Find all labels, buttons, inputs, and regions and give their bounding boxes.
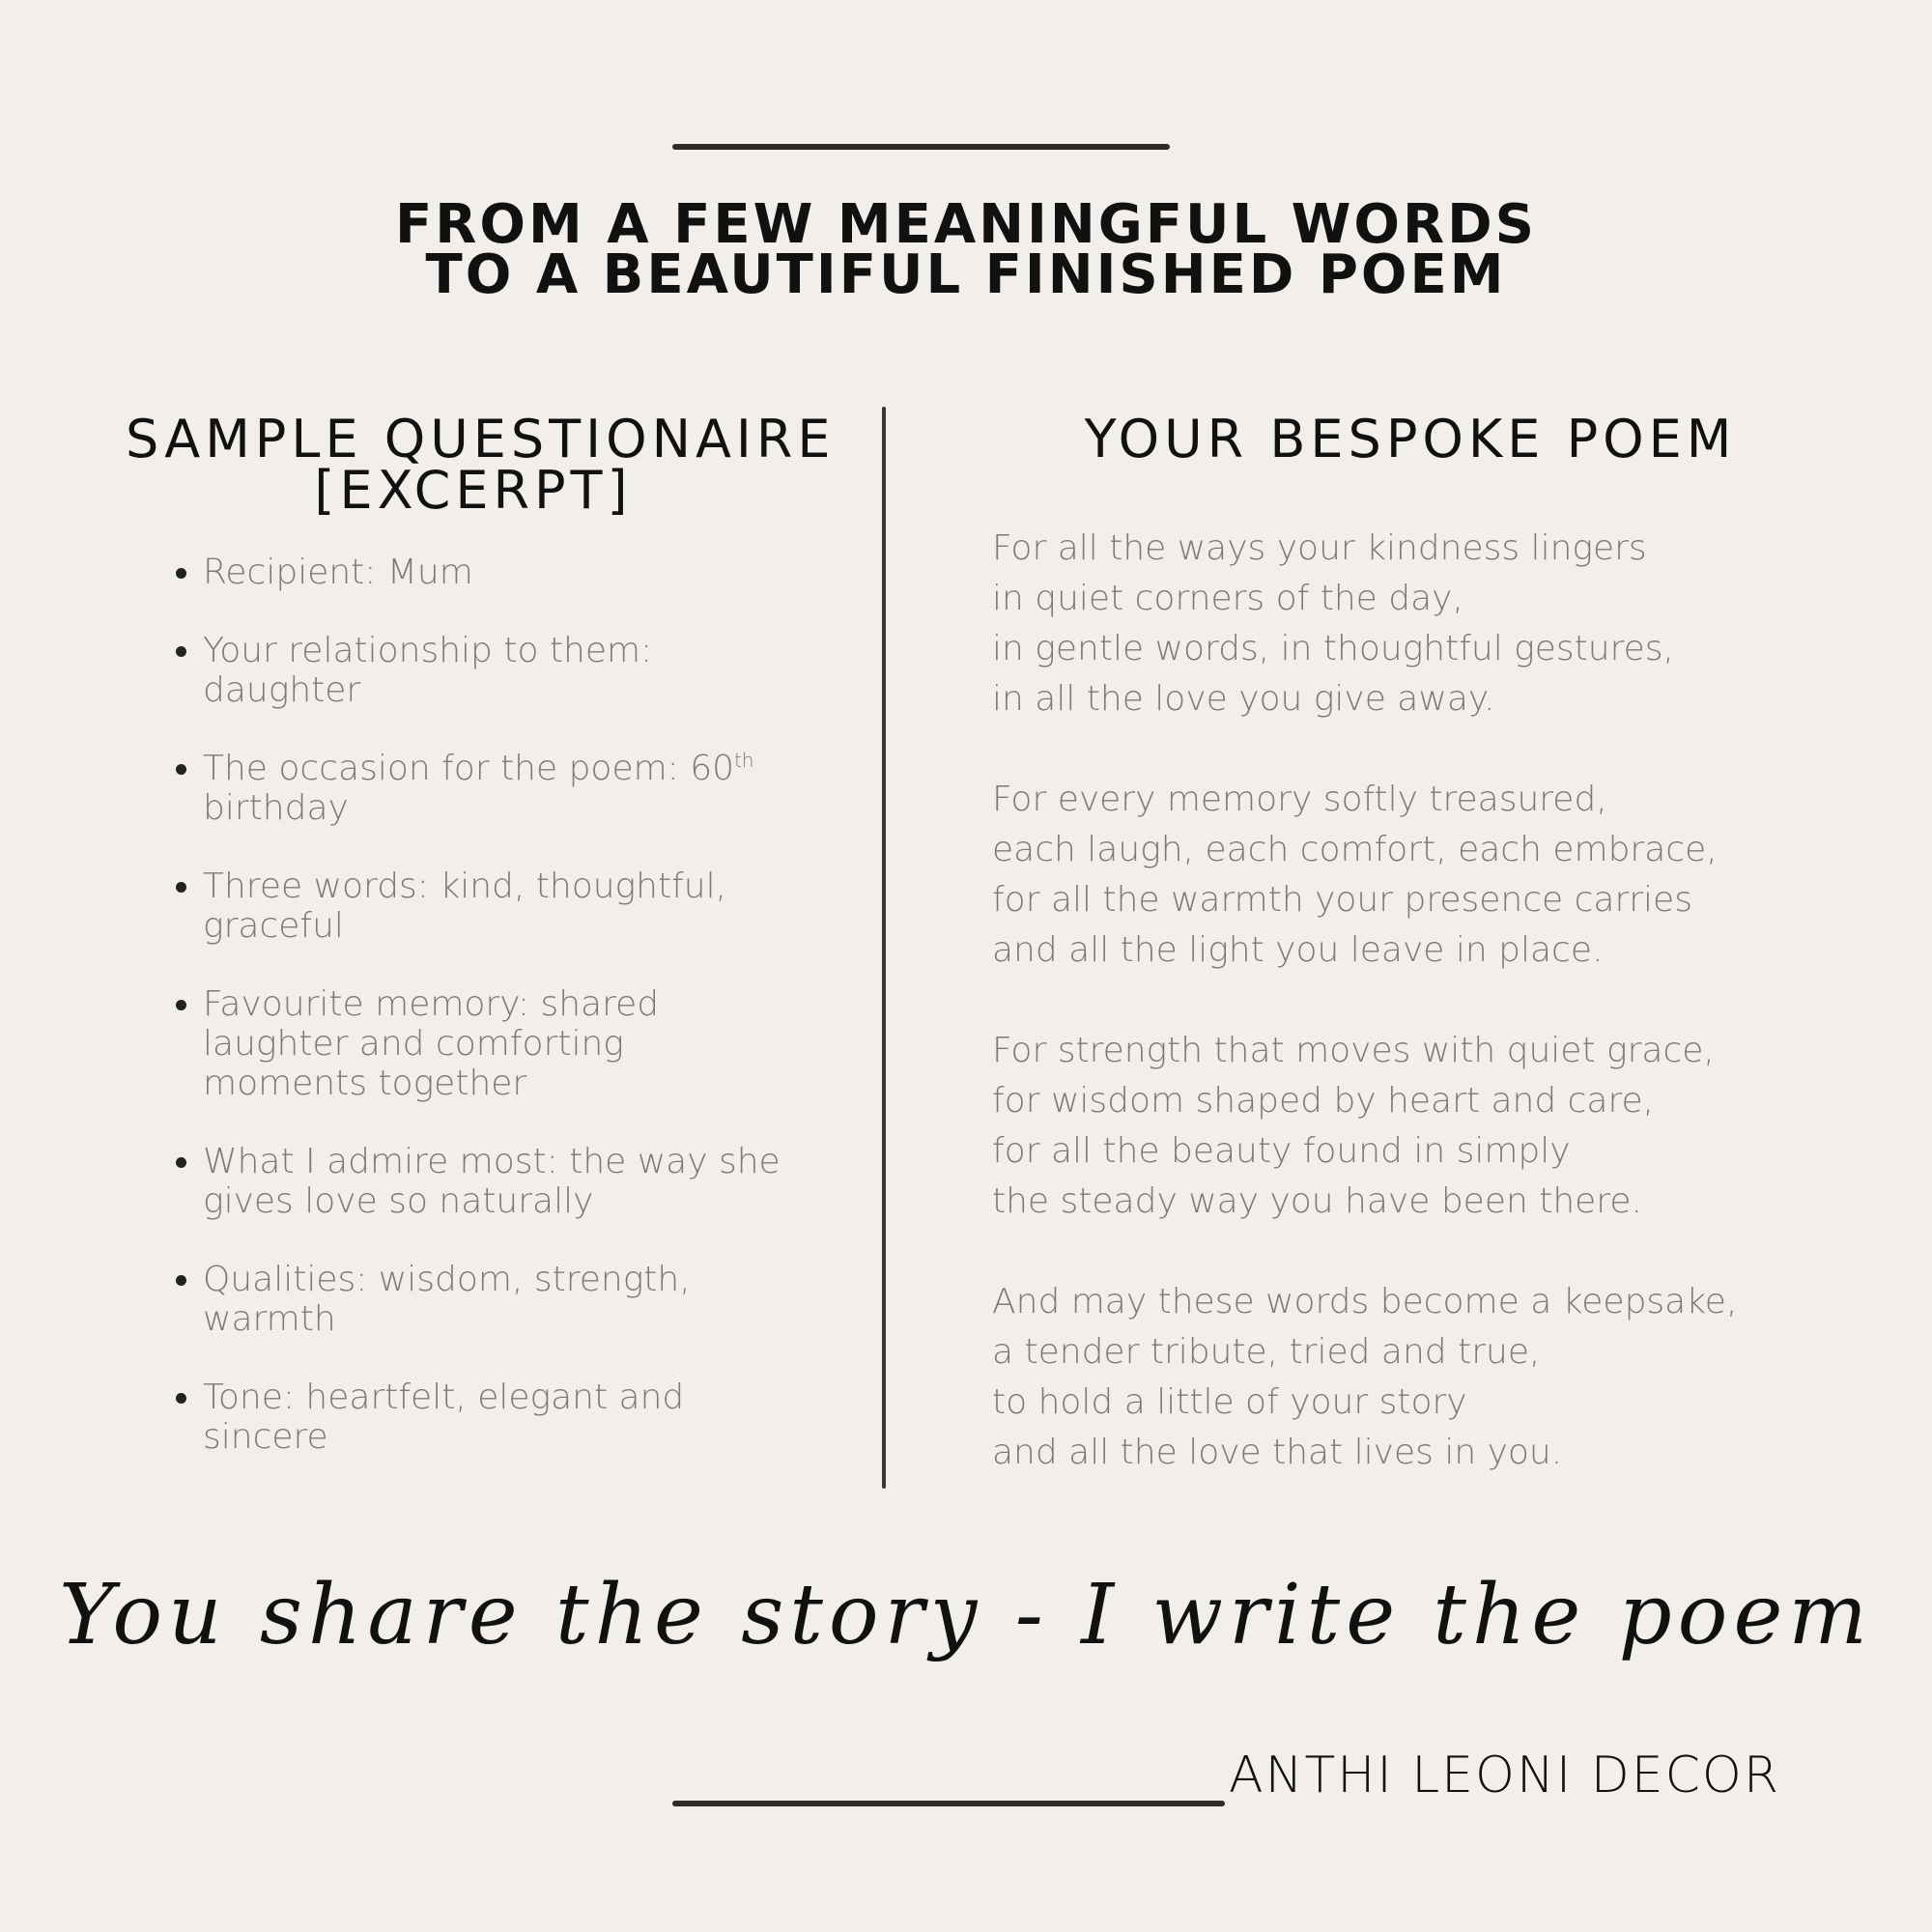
poem-line: For every memory softly treasured, <box>992 780 1607 819</box>
list-item-text: Favourite memory: shared laughter and comforting moments together <box>203 984 660 1103</box>
list-item-text: Recipient: Mum <box>203 553 473 592</box>
list-item-text: Qualities: wisdom, strength, warmth <box>203 1260 691 1339</box>
questionnaire-list <box>172 553 810 1495</box>
poem-stanza <box>992 775 1861 976</box>
poem-line: and all the light you leave in place. <box>992 930 1604 970</box>
list-item <box>172 553 810 592</box>
bullet-icon <box>176 568 186 579</box>
list-item <box>172 631 810 710</box>
list-item <box>172 867 810 946</box>
poem-line: each laugh, each comfort, each embrace, <box>992 830 1718 869</box>
occasion-text-continued: birthday <box>203 788 349 828</box>
bullet-icon <box>176 1275 186 1286</box>
bullet-icon <box>176 1393 186 1404</box>
list-item <box>172 1378 810 1457</box>
bullet-icon <box>176 646 186 657</box>
poem-stanza <box>992 1026 1861 1227</box>
list-item <box>172 984 810 1103</box>
bullet-icon <box>176 1157 186 1168</box>
questionnaire-subtitle: [EXCERPT] <box>314 460 633 521</box>
tagline: You share the story - I write the poem <box>59 1567 1873 1663</box>
list-item <box>172 749 810 828</box>
poem-stanza <box>992 1277 1861 1478</box>
bullet-icon <box>176 1000 186 1010</box>
poem-line: For strength that moves with quiet grace, <box>992 1031 1715 1070</box>
poem-line: And may these words become a keepsake, <box>992 1282 1738 1321</box>
poem-stanza <box>992 524 1861 724</box>
list-item-text: Your relationship to them: daughter <box>203 631 653 710</box>
poem-body <box>992 524 1861 1528</box>
poem-line: and all the love that lives in you. <box>992 1433 1563 1472</box>
bullet-icon <box>176 882 186 893</box>
main-heading-line-1: FROM A FEW MEANINGFUL WORDS <box>395 193 1537 256</box>
list-item-text: Tone: heartfelt, elegant and sincere <box>203 1378 685 1457</box>
ordinal-suffix: th <box>734 749 754 772</box>
occasion-text: The occasion for the poem: 60 <box>203 749 735 788</box>
list-item <box>172 1142 810 1221</box>
list-item <box>172 1260 810 1339</box>
poem-line: for all the beauty found in simply <box>992 1131 1571 1171</box>
poem-line: For all the ways your kindness lingers <box>992 528 1647 568</box>
bottom-divider-line <box>672 1801 1225 1806</box>
list-item-text <box>203 749 810 828</box>
list-item-text: What I admire most: the way she gives love so naturally <box>203 1142 781 1221</box>
poem-line: in gentle words, in thoughtful gestures, <box>992 629 1674 668</box>
poem-line: for all the warmth your presence carries <box>992 880 1692 920</box>
poem-line: the steady way you have been there. <box>992 1181 1642 1221</box>
poem-line: to hold a little of your story <box>992 1382 1467 1422</box>
list-item-text: Three words: kind, thoughtful, graceful <box>203 867 727 946</box>
questionnaire-title: SAMPLE QUESTIONAIRE <box>126 409 836 469</box>
poem-title: YOUR BESPOKE POEM <box>1084 409 1737 469</box>
main-heading-line-2: TO A BEAUTIFUL FINISHED POEM <box>425 243 1507 306</box>
poem-line: a tender tribute, tried and true, <box>992 1332 1541 1372</box>
poem-line: in all the love you give away. <box>992 679 1495 719</box>
poem-line: for wisdom shaped by heart and care, <box>992 1081 1655 1121</box>
column-divider <box>882 407 886 1489</box>
top-divider-line <box>672 144 1170 150</box>
bullet-icon <box>176 764 186 775</box>
brand-name: ANTHI LEONI DECOR <box>1229 1747 1780 1804</box>
poem-line: in quiet corners of the day, <box>992 579 1463 618</box>
